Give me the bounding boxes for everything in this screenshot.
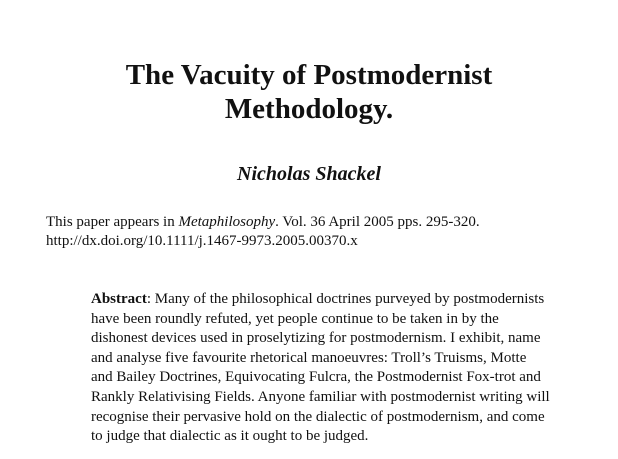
abstract-label: Abstract	[91, 291, 147, 307]
abstract-line: to judge that dialectic as it ought to be judged.	[91, 428, 369, 445]
abstract-block	[91, 290, 591, 447]
abstract-line	[91, 290, 591, 310]
abstract-line: Rankly Relativising Fields. Anyone familiar with postmodernist writing will	[91, 388, 550, 405]
publication-line	[46, 213, 606, 232]
paper-title	[0, 58, 618, 126]
pubinfo-prefix: This paper appears in	[46, 214, 179, 230]
abstract-line: have been roundly refuted, yet people continue to be taken in by the	[91, 310, 499, 327]
doi-line	[46, 232, 606, 251]
abstract-line: and Bailey Doctrines, Equivocating Fulcra, the Postmodernist Fox-trot and	[91, 369, 541, 386]
abstract-line: and analyse five favourite rhetorical manoeuvres: Troll’s Truisms, Motte	[91, 349, 527, 366]
pubinfo-suffix: . Vol. 36 April 2005 pps. 295-320.	[275, 214, 480, 230]
abstract-first-line: : Many of the philosophical doctrines purveyed by postmodernists	[146, 291, 545, 307]
doi-link[interactable]: http://dx.doi.org/10.1111/j.1467-9973.2005.00370.x	[46, 233, 358, 249]
publication-info	[46, 213, 606, 251]
title-line-2: Methodology.	[224, 93, 394, 125]
title-line-1: The Vacuity of Postmodernist	[125, 59, 493, 91]
author-name: Nicholas Shackel	[237, 163, 381, 185]
abstract-line: dishonest devices used in proselytizing for postmodernism. I exhibit, name	[91, 330, 541, 347]
abstract-line: recognise their pervasive hold on the dialectic of postmodernism, and come	[91, 408, 545, 425]
journal-name: Metaphilosophy	[178, 214, 276, 230]
